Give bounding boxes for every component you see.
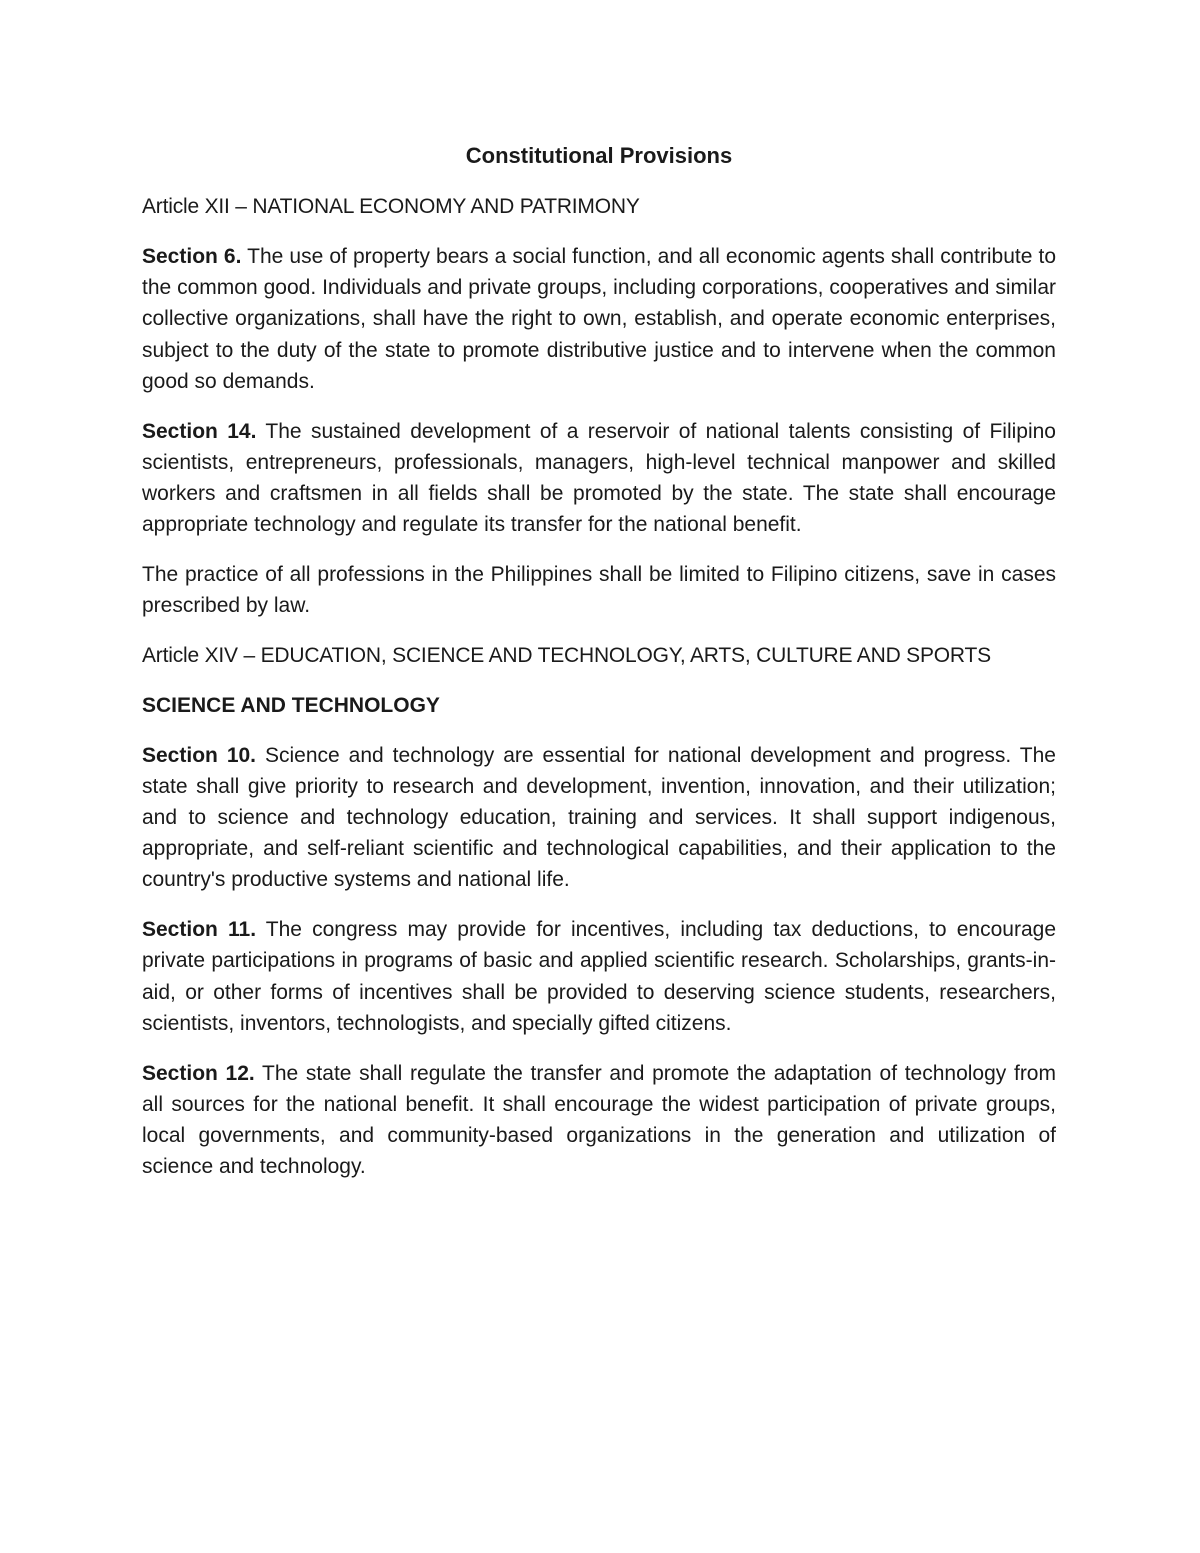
section-10-text: Science and technology are essential for national development and progress. The state shall give priority to research and development, invention, innovation, and their utilization; and to science and technology education, training and services. It shall support indigenous, appropriate, and self-reliant scientific and technological capabilities, and their application to the country's productive systems and national life. <box>142 743 1056 892</box>
section-6-text: The use of property bears a social function, and all economic agents shall contribute to the common good. Individuals and private groups, including corporations, cooperatives and similar collective organizations, shall have the right to own, establish, and operate economic enterprises, subject to the duty of the state to promote distributive justice and to intervene when the common good so demands. <box>142 245 1057 393</box>
section-14-label: Section 14. <box>142 419 257 443</box>
section-6-label: Section 6. <box>142 245 242 268</box>
article-12-heading: Article XII – NATIONAL ECONOMY AND PATRIMONY <box>142 195 640 219</box>
section-10-paragraph <box>142 740 1056 896</box>
section-14-paragraph <box>142 416 1056 541</box>
section-14-practice-paragraph: The practice of all professions in the Philippines shall be limited to Filipino citizens, save in cases prescribed by law. <box>142 563 1056 618</box>
document-page <box>142 140 1056 1201</box>
section-14-text: The sustained development of a reservoir of national talents consisting of Filipino scientists, entrepreneurs, professionals, managers, high-level technical manpower and skilled workers and craftsmen in all fields shall be promoted by the state. The state shall encourage appropriate technology and regulate its transfer for the national benefit. <box>142 419 1056 537</box>
section-11-paragraph <box>142 914 1056 1039</box>
section-10-label: Section 10. <box>142 743 257 767</box>
section-11-text: The congress may provide for incentives, including tax deductions, to encourage private participations in programs of basic and applied scientific research. Scholarships, grants-in-aid, or other forms of incentives shall be provided to deserving science students, researchers, scientists, inventors, technologists, and specially gifted citizens. <box>142 918 1056 1035</box>
section-12-label: Section 12. <box>142 1061 255 1085</box>
section-12-text: The state shall regulate the transfer and promote the adaptation of technology from all sources for the national benefit. It shall encourage the widest participation of private groups, local governments, and community-based organizations in the generation and utilization of science and technology. <box>142 1061 1056 1179</box>
science-technology-heading: SCIENCE AND TECHNOLOGY <box>142 693 440 717</box>
page-title: Constitutional Provisions <box>465 143 733 168</box>
section-12-paragraph <box>142 1058 1056 1183</box>
section-11-label: Section 11. <box>142 918 257 942</box>
section-6-paragraph <box>142 241 1056 397</box>
article-14-heading: Article XIV – EDUCATION, SCIENCE AND TECHNOLOGY, ARTS, CULTURE AND SPORTS <box>142 644 991 668</box>
